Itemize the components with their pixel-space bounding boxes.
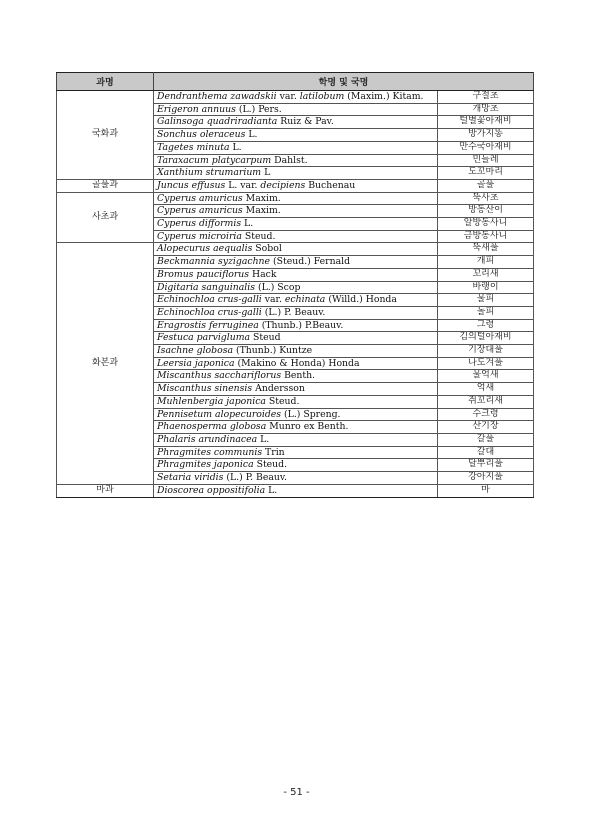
korean-name-cell: 돌피 bbox=[438, 306, 534, 319]
korean-name-cell: 물피 bbox=[438, 294, 534, 307]
author: (L.) Spreng. bbox=[281, 408, 341, 420]
korean-name-cell: 달뿌리풀 bbox=[438, 459, 534, 472]
genus-species: Beckmannia syzigachne bbox=[157, 256, 271, 268]
author: (L.) Pers. bbox=[235, 103, 282, 115]
genus-species: Cyperus difformis bbox=[157, 218, 242, 230]
author: Hack bbox=[249, 268, 277, 280]
scientific-name-cell bbox=[154, 243, 438, 256]
author: (Steud.) Fernald bbox=[270, 256, 351, 268]
infraspecific-epithet: latilobum bbox=[299, 91, 345, 102]
scientific-name-cell bbox=[154, 433, 438, 446]
genus-species: Phalaris arundinacea bbox=[157, 433, 258, 445]
scientific-name-cell bbox=[154, 332, 438, 345]
author: (L.) Scop bbox=[255, 281, 301, 293]
korean-name-cell: 기장대풀 bbox=[438, 345, 534, 358]
korean-name-cell: 갈대 bbox=[438, 446, 534, 459]
infraspecific-epithet: echinata bbox=[284, 294, 326, 306]
genus-species: Phragmites communis bbox=[157, 446, 263, 458]
scientific-name-cell bbox=[154, 472, 438, 485]
genus-species: Galinsoga quadriradianta bbox=[157, 116, 278, 128]
genus-species: Erigeron annuus bbox=[157, 103, 236, 115]
author: (Thunb.) P.Beauv. bbox=[258, 319, 344, 331]
author: L. bbox=[229, 141, 242, 153]
scientific-name-cell bbox=[154, 281, 438, 294]
author: Ruiz & Pav. bbox=[277, 116, 334, 128]
infraspecific-author: (Maxim.) Kitam. bbox=[344, 91, 424, 102]
korean-name-cell: 구절초 bbox=[438, 91, 534, 104]
korean-name-cell: 털별꽃아재비 bbox=[438, 116, 534, 129]
table-row bbox=[57, 484, 534, 497]
genus-species: Miscanthus sinensis bbox=[157, 383, 253, 395]
korean-name-cell: 만수국아재비 bbox=[438, 141, 534, 154]
scientific-name-cell bbox=[154, 192, 438, 205]
genus-species: Echinochloa crus-galli bbox=[157, 306, 262, 318]
table-header bbox=[57, 73, 534, 91]
table-row bbox=[57, 179, 534, 192]
author: (Thunb.) Kuntze bbox=[233, 345, 313, 357]
scientific-name-cell bbox=[154, 319, 438, 332]
scientific-name-cell bbox=[154, 268, 438, 281]
species-table bbox=[56, 72, 534, 498]
author: L. bbox=[265, 484, 278, 496]
korean-name-cell: 방가지똥 bbox=[438, 129, 534, 142]
author: Sobol bbox=[252, 243, 282, 255]
scientific-name-cell bbox=[154, 230, 438, 243]
scientific-name-cell bbox=[154, 141, 438, 154]
page-number: - 51 - bbox=[283, 787, 310, 798]
korean-name-cell: 산기장 bbox=[438, 421, 534, 434]
author: Andersson bbox=[252, 383, 305, 395]
genus-species: Dendranthema zawadskii bbox=[157, 91, 277, 102]
korean-name-cell: 강아지풀 bbox=[438, 472, 534, 485]
korean-name-cell: 그령 bbox=[438, 319, 534, 332]
header-row bbox=[57, 73, 534, 91]
scientific-name-cell bbox=[154, 154, 438, 167]
genus-species: Phaenosperma globosa bbox=[157, 421, 267, 433]
genus-species: Xanthium strumarium bbox=[157, 167, 262, 179]
korean-name-cell: 나도겨풀 bbox=[438, 357, 534, 370]
genus-species: Alopecurus aequalis bbox=[157, 243, 253, 255]
infraspecific-epithet: decipiens bbox=[260, 179, 306, 191]
scientific-name-cell bbox=[154, 446, 438, 459]
scientific-name-cell bbox=[154, 357, 438, 370]
korean-name-cell: 억새 bbox=[438, 383, 534, 396]
scientific-name-cell bbox=[154, 408, 438, 421]
table-row bbox=[57, 243, 534, 256]
author: L bbox=[261, 167, 271, 179]
genus-species: Pennisetum alopecuroides bbox=[157, 408, 282, 420]
author: Maxim. bbox=[242, 192, 281, 204]
genus-species: Festuca parvigluma bbox=[157, 332, 251, 344]
scientific-name-cell bbox=[154, 395, 438, 408]
genus-species: Echinochloa crus-galli bbox=[157, 294, 262, 306]
scientific-name-cell bbox=[154, 459, 438, 472]
scientific-name-cell bbox=[154, 205, 438, 218]
scientific-name-cell bbox=[154, 129, 438, 142]
genus-species: Cyperus microiria bbox=[157, 230, 242, 242]
korean-name-cell: 도꼬마리 bbox=[438, 167, 534, 180]
author: var. bbox=[276, 91, 300, 102]
family-cell: 사초과 bbox=[57, 192, 154, 243]
korean-name-cell: 갈풀 bbox=[438, 433, 534, 446]
korean-name-cell: 김의털아재비 bbox=[438, 332, 534, 345]
korean-name-cell: 금방동사니 bbox=[438, 230, 534, 243]
korean-name-cell: 바랭이 bbox=[438, 281, 534, 294]
table-row bbox=[57, 192, 534, 205]
table-row bbox=[57, 91, 534, 104]
genus-species: Sonchus oleraceus bbox=[157, 129, 246, 141]
author: (Makino & Honda) Honda bbox=[234, 357, 360, 369]
author: Maxim. bbox=[242, 205, 281, 217]
author: L. bbox=[241, 218, 254, 230]
scientific-name-cell bbox=[154, 306, 438, 319]
korean-name-cell: 방동산이 bbox=[438, 205, 534, 218]
korean-name-cell: 알방동사니 bbox=[438, 218, 534, 231]
scientific-name-cell bbox=[154, 179, 438, 192]
author: Dahlst. bbox=[271, 154, 308, 166]
genus-species: Juncus effusus bbox=[157, 179, 226, 191]
author: Steud bbox=[250, 332, 281, 344]
scientific-name-cell bbox=[154, 345, 438, 358]
genus-species: Bromus pauciflorus bbox=[157, 268, 250, 280]
author: (L.) P. Beauv. bbox=[261, 306, 326, 318]
author: Steud. bbox=[253, 459, 288, 471]
genus-species: Dioscorea oppositifolia bbox=[157, 484, 266, 496]
scientific-name-cell bbox=[154, 383, 438, 396]
infraspecific-author: (Willd.) Honda bbox=[325, 294, 397, 306]
genus-species: Setaria viridis bbox=[157, 472, 224, 484]
korean-name-cell: 개피 bbox=[438, 256, 534, 269]
family-cell: 국화과 bbox=[57, 91, 154, 180]
scientific-name-cell bbox=[154, 484, 438, 497]
korean-name-cell: 마 bbox=[438, 484, 534, 497]
korean-name-cell: 쥐꼬리새 bbox=[438, 395, 534, 408]
author: (L.) P. Beauv. bbox=[223, 472, 287, 484]
korean-name-cell: 민들레 bbox=[438, 154, 534, 167]
korean-name-cell: 골풀 bbox=[438, 179, 534, 192]
scientific-name-cell bbox=[154, 167, 438, 180]
family-cell: 마과 bbox=[57, 484, 154, 497]
genus-species: Cyperus amuricus bbox=[157, 192, 243, 204]
scientific-name-cell bbox=[154, 103, 438, 116]
korean-name-cell: 꼬리새 bbox=[438, 268, 534, 281]
family-cell: 골풀과 bbox=[57, 179, 154, 192]
genus-species: Muhlenbergia japonica bbox=[157, 395, 266, 407]
genus-species: Miscanthus sacchariflorus bbox=[157, 370, 282, 382]
genus-species: Isachne globosa bbox=[157, 345, 234, 357]
korean-name-cell: 개망초 bbox=[438, 103, 534, 116]
scientific-name-cell bbox=[154, 91, 438, 104]
family-cell: 화본과 bbox=[57, 243, 154, 484]
author: Benth. bbox=[281, 370, 316, 382]
korean-name-cell: 수크령 bbox=[438, 408, 534, 421]
author: L. bbox=[257, 433, 270, 445]
author: L. bbox=[245, 129, 258, 141]
author: Trin bbox=[262, 446, 285, 458]
genus-species: Cyperus amuricus bbox=[157, 205, 243, 217]
genus-species: Leersia japonica bbox=[157, 357, 235, 369]
scientific-name-cell bbox=[154, 294, 438, 307]
korean-name-cell: 뚝새풀 bbox=[438, 243, 534, 256]
genus-species: Phragmites japonica bbox=[157, 459, 254, 471]
genus-species: Taraxacum platycarpum bbox=[157, 154, 272, 166]
korean-name-cell: 물억새 bbox=[438, 370, 534, 383]
infraspecific-author: Buchenau bbox=[305, 179, 356, 191]
scientific-name-cell bbox=[154, 256, 438, 269]
table-body bbox=[57, 91, 534, 498]
author: var. bbox=[261, 294, 285, 306]
genus-species: Tagetes minuta bbox=[157, 141, 230, 153]
author: L. var. bbox=[225, 179, 261, 191]
scientific-name-cell bbox=[154, 116, 438, 129]
header-family: 과명 bbox=[57, 73, 154, 91]
genus-species: Digitaria sanguinalis bbox=[157, 281, 256, 293]
korean-name-cell: 뚝사초 bbox=[438, 192, 534, 205]
author: Steud. bbox=[241, 230, 276, 242]
scientific-name-cell bbox=[154, 218, 438, 231]
author: Munro ex Benth. bbox=[266, 421, 349, 433]
scientific-name-cell bbox=[154, 370, 438, 383]
scientific-name-cell bbox=[154, 421, 438, 434]
header-names: 학명 및 국명 bbox=[154, 73, 534, 91]
genus-species: Eragrostis ferruginea bbox=[157, 319, 259, 331]
author: Steud. bbox=[265, 395, 300, 407]
